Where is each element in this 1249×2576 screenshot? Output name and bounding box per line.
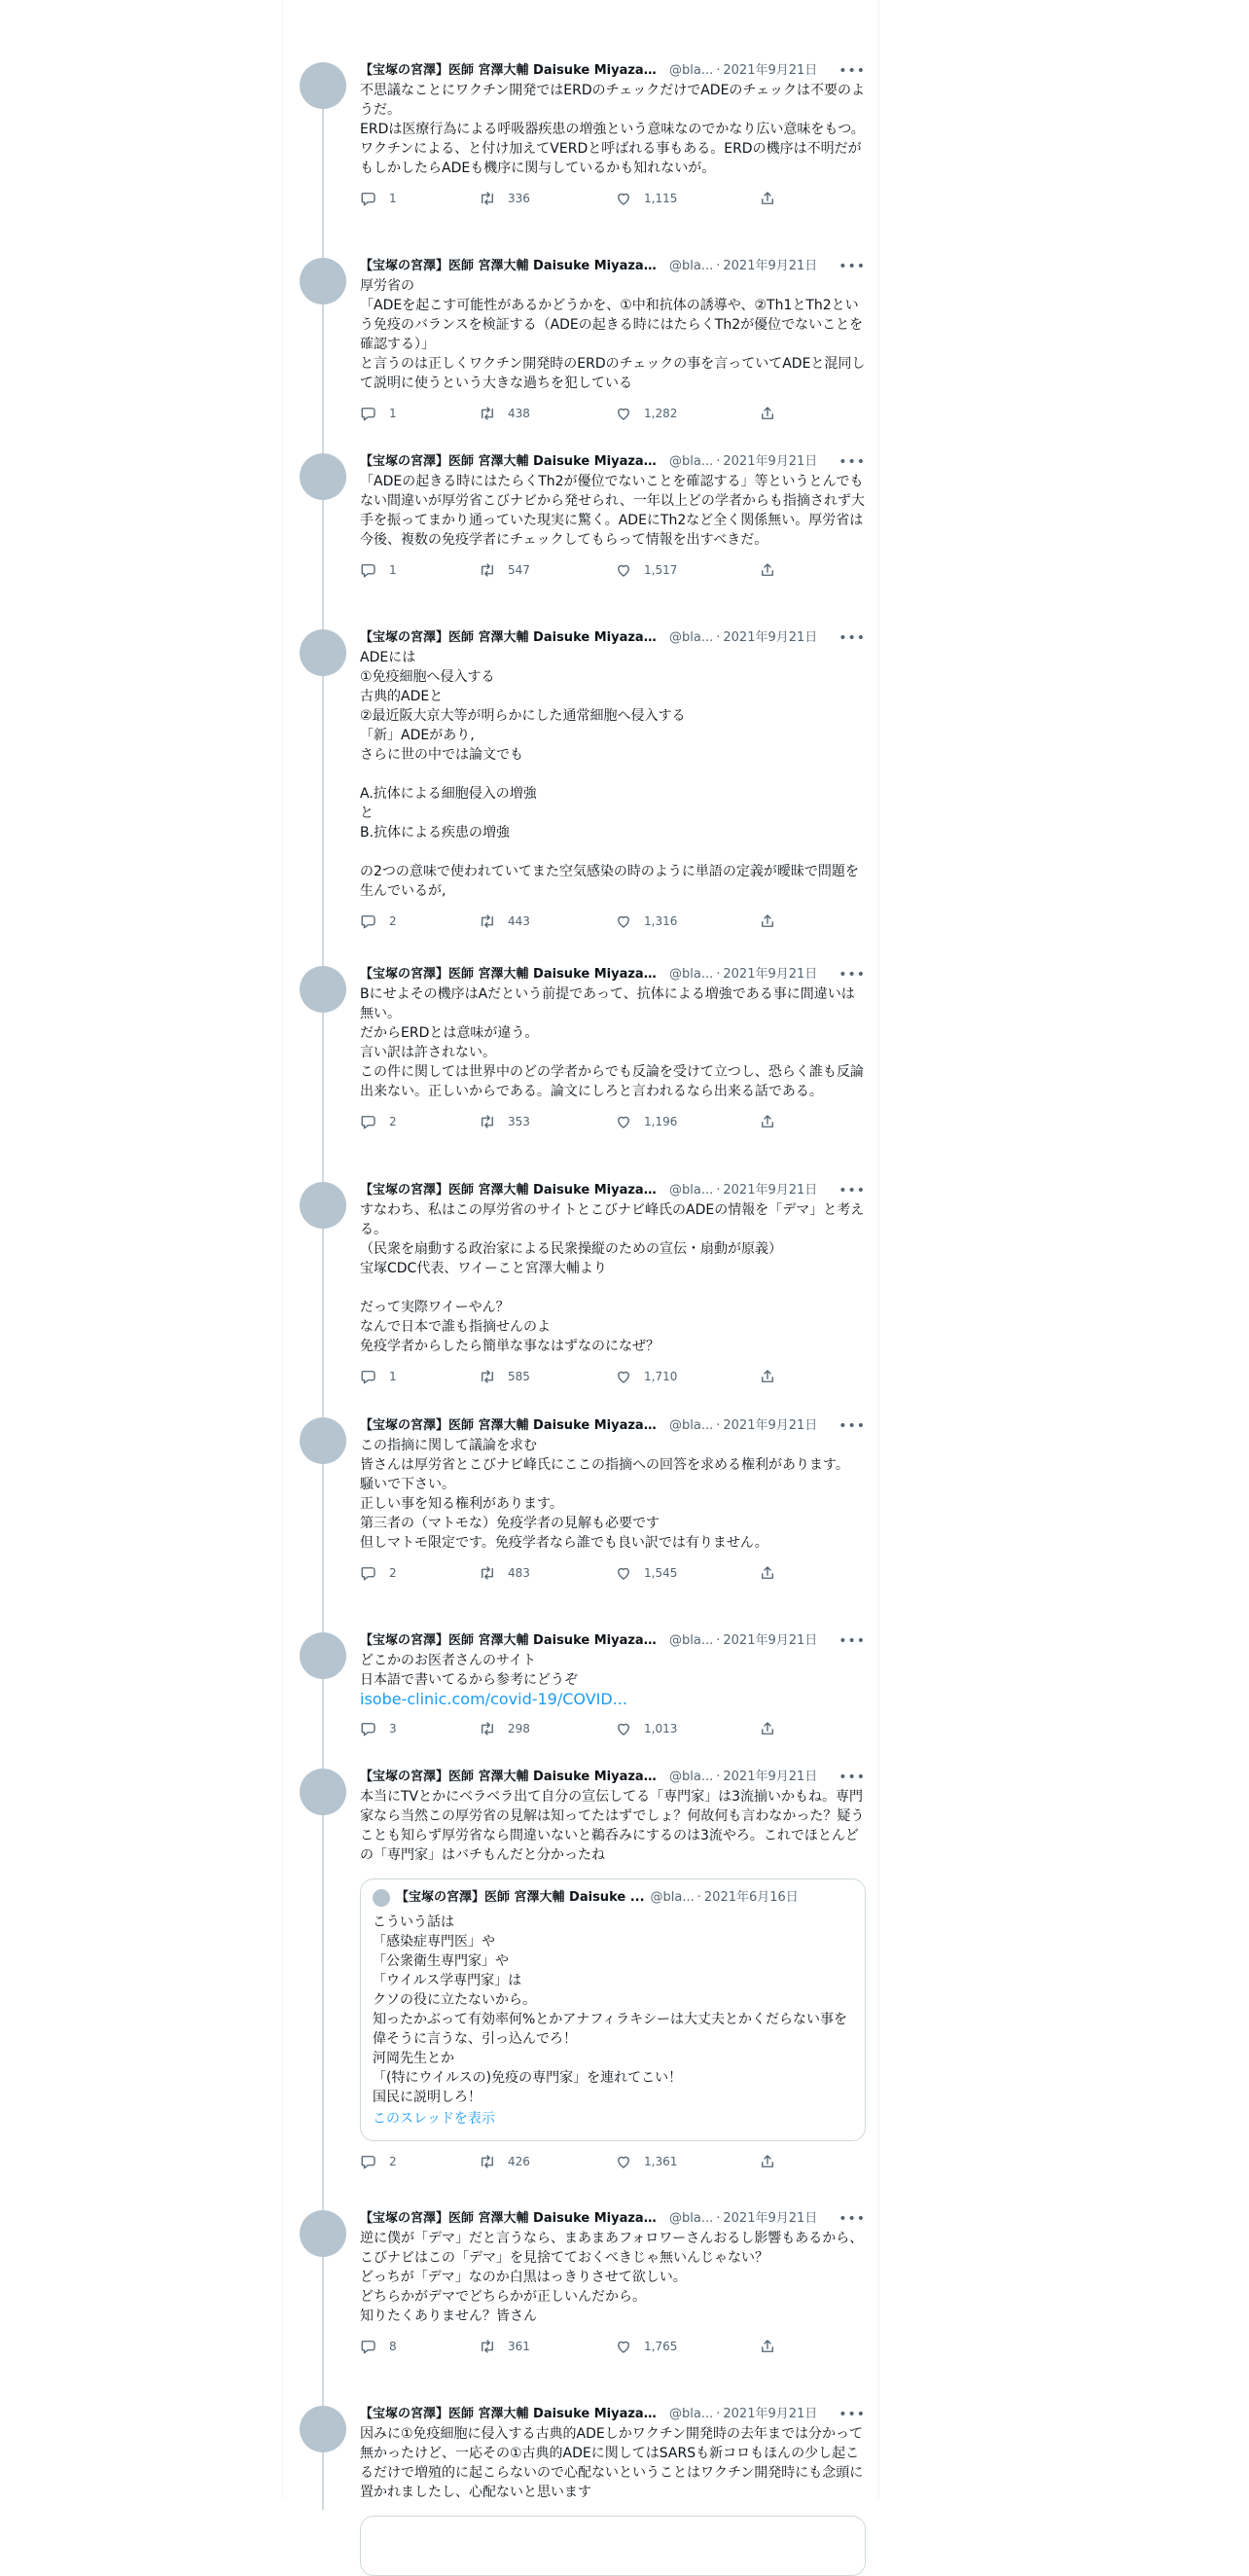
like-button[interactable] [615, 1366, 677, 1385]
separator-dot: · [716, 2407, 721, 2421]
author-handle[interactable]: @bla... [669, 1770, 714, 1784]
reply-count: 2 [389, 913, 397, 928]
retweet-count: 585 [508, 1369, 530, 1383]
separator-dot: · [716, 1770, 721, 1784]
like-count: 1,545 [644, 1565, 678, 1580]
author-name[interactable]: 【宝塚の宮澤】医師 宮澤大輔 Daisuke Miyazawa [360, 2407, 663, 2421]
tweet-header [360, 2406, 866, 2423]
reply-button[interactable] [360, 2151, 397, 2170]
reply-count: 3 [389, 1721, 397, 1735]
tweet-header [360, 62, 866, 80]
like-button[interactable] [615, 188, 677, 207]
quoted-author-name: 【宝塚の宮澤】医師 宮澤大輔 Daisuke ... [396, 1890, 645, 1905]
share-icon [759, 912, 776, 930]
tweet-actions [360, 2151, 866, 2170]
reply-button[interactable] [360, 1111, 397, 1130]
author-name[interactable]: 【宝塚の宮澤】医師 宮澤大輔 Daisuke Miyazawa [360, 1633, 663, 1648]
retweet-button[interactable] [479, 1562, 530, 1582]
like-count: 1,282 [644, 406, 678, 420]
reply-icon [360, 912, 377, 930]
separator-dot: · [716, 1418, 721, 1433]
like-icon [615, 912, 632, 930]
avatar[interactable] [300, 1632, 346, 1679]
like-icon [615, 2338, 632, 2355]
retweet-icon [479, 2338, 496, 2355]
tweet-date[interactable]: 2021年9月21日 [723, 2407, 818, 2421]
reply-count: 2 [389, 2154, 397, 2168]
tweet-header [360, 258, 866, 275]
author-name[interactable]: 【宝塚の宮澤】医師 宮澤大輔 Daisuke Miyazawa [360, 967, 663, 982]
like-icon [615, 1720, 632, 1737]
like-count: 1,316 [644, 913, 678, 928]
tweet-date[interactable]: 2021年9月21日 [723, 454, 818, 469]
tweet-actions [360, 1718, 866, 1737]
tweet-header [360, 2210, 866, 2228]
author-name[interactable]: 【宝塚の宮澤】医師 宮澤大輔 Daisuke Miyazawa [360, 1418, 663, 1433]
reply-button[interactable] [360, 188, 397, 207]
like-button[interactable] [615, 1111, 677, 1130]
like-icon [615, 1113, 632, 1130]
tweet-date[interactable]: 2021年9月21日 [723, 1183, 818, 1198]
separator-dot: · [716, 259, 721, 273]
like-icon [615, 405, 632, 422]
separator-dot: · [716, 1183, 721, 1198]
share-button[interactable] [759, 1562, 776, 1582]
tweet-text: どこかのお医者さんのサイト 日本語で書いてるから参考にどうぞ [360, 1653, 578, 1688]
avatar[interactable] [300, 1182, 346, 1229]
share-button[interactable] [759, 1718, 776, 1737]
avatar[interactable] [300, 966, 346, 1013]
author-name[interactable]: 【宝塚の宮澤】医師 宮澤大輔 Daisuke Miyazawa [360, 63, 663, 78]
author-handle[interactable]: @bla... [669, 2211, 714, 2226]
avatar[interactable] [300, 1769, 346, 1815]
tweet-text: 厚労省の 「ADEを起こす可能性があるかどうかを、①中和抗体の誘導や、②Th1とTh2という免疫のバランスを検証する（ADEの起きる時にはたらくTh2が優位でないことを確認する）」 と言うのは正しくワクチン開発時のERDのチェックの事を言っていてADEと混同して説明に使うという大きな過ちを犯している [360, 278, 866, 391]
more-options-icon[interactable]: ••• [839, 2211, 866, 2227]
avatar[interactable] [300, 1417, 346, 1464]
reply-button[interactable] [360, 2336, 397, 2355]
author-handle[interactable]: @bla... [669, 1183, 714, 1198]
retweet-count: 443 [508, 913, 530, 928]
tweet-date[interactable]: 2021年9月21日 [723, 1418, 818, 1433]
quoted-avatar [373, 1889, 390, 1907]
tweet-body [360, 1769, 866, 2170]
share-button[interactable] [759, 1111, 776, 1130]
retweet-count: 547 [508, 562, 530, 577]
reply-count: 2 [389, 1114, 397, 1128]
separator-dot: · [716, 2211, 721, 2226]
more-options-icon[interactable]: ••• [839, 1633, 866, 1649]
share-icon [759, 1720, 776, 1737]
tweet-body [360, 629, 866, 930]
separator-dot: · [696, 1890, 701, 1905]
show-thread-link[interactable]: このスレッドを表示 [373, 2111, 495, 2127]
share-icon [759, 2153, 776, 2170]
retweet-button[interactable] [479, 1718, 530, 1737]
share-button[interactable] [759, 911, 776, 930]
retweet-count: 298 [508, 1721, 530, 1735]
reply-count: 1 [389, 191, 397, 205]
like-icon [615, 561, 632, 579]
tweet-date[interactable]: 2021年9月21日 [723, 2211, 818, 2226]
tweet-actions [360, 911, 866, 930]
avatar[interactable] [300, 62, 346, 109]
tweet-body [360, 2406, 866, 2576]
tweet-date[interactable]: 2021年9月21日 [723, 259, 818, 273]
retweet-count: 426 [508, 2154, 530, 2168]
retweet-count: 483 [508, 1565, 530, 1580]
share-button[interactable] [759, 188, 776, 207]
reply-icon [360, 190, 377, 207]
retweet-button[interactable] [479, 1111, 530, 1130]
like-count: 1,013 [644, 1721, 678, 1735]
retweet-icon [479, 405, 496, 422]
reply-icon [360, 1564, 377, 1582]
avatar[interactable] [300, 2406, 346, 2452]
tweet-text: Bにせよその機序はAだという前提であって、抗体による増強である事に間違いは無い。 だからERDとは意味が違う。 言い訳は許されない。 この件に関しては世界中のどの学者からでも反論を受けて立つし、恐らく誰も反論出来ない。正しいからである。論文にしろと言われるなら出来る話である。 [360, 986, 864, 1099]
retweet-button[interactable] [479, 403, 530, 422]
share-icon [759, 405, 776, 422]
reply-button[interactable] [360, 1562, 397, 1582]
separator-dot: · [716, 63, 721, 78]
author-name[interactable]: 【宝塚の宮澤】医師 宮澤大輔 Daisuke Miyazawa [360, 630, 663, 645]
share-icon [759, 190, 776, 207]
like-count: 1,115 [644, 191, 678, 205]
share-button[interactable] [759, 2336, 776, 2355]
quoted-author-handle: @bla... [650, 1890, 695, 1905]
retweet-icon [479, 561, 496, 579]
reply-button[interactable] [360, 1718, 397, 1737]
tweet-actions [360, 188, 866, 207]
author-handle[interactable]: @bla... [669, 1633, 714, 1648]
reply-button[interactable] [360, 1366, 397, 1385]
like-button[interactable] [615, 911, 677, 930]
tweet-link[interactable]: isobe-clinic.com/covid-19/COVID... [360, 1690, 627, 1708]
tweet-date[interactable]: 2021年9月21日 [723, 1770, 818, 1784]
retweet-button[interactable] [479, 1366, 530, 1385]
share-button[interactable] [759, 1366, 776, 1385]
share-button[interactable] [759, 403, 776, 422]
share-icon [759, 1113, 776, 1130]
tweet-actions [360, 1562, 866, 1582]
retweet-button[interactable] [479, 188, 530, 207]
reply-icon [360, 1368, 377, 1385]
tweet-actions [360, 403, 866, 422]
like-icon [615, 2153, 632, 2170]
like-count: 1,361 [644, 2154, 678, 2168]
like-icon [615, 1564, 632, 1582]
avatar[interactable] [300, 258, 346, 304]
like-icon [615, 1368, 632, 1385]
author-handle[interactable]: @bla... [669, 1418, 714, 1433]
author-handle[interactable]: @bla... [669, 967, 714, 982]
reply-icon [360, 1113, 377, 1130]
retweet-count: 438 [508, 406, 530, 420]
separator-dot: · [716, 967, 721, 982]
author-handle[interactable]: @bla... [669, 2407, 714, 2421]
author-name[interactable]: 【宝塚の宮澤】医師 宮澤大輔 Daisuke Miyazawa [360, 1183, 663, 1198]
tweet-text: 「ADEの起きる時にはたらくTh2が優位でないことを確認する」等というとんでもない間違いが厚労省こびナビから発せられ、一年以上どの学者からも指摘されず大手を振ってまかり通っていた現実に驚く。ADEにTh2など全く関係無い。厚労省は今後、複数の免疫学者にチェックしてもらって情報を出すべきだ。 [360, 474, 865, 548]
tweet-actions [360, 1366, 866, 1385]
reply-icon [360, 405, 377, 422]
share-button[interactable] [759, 559, 776, 579]
author-name[interactable]: 【宝塚の宮澤】医師 宮澤大輔 Daisuke Miyazawa [360, 259, 663, 273]
tweet-text: すなわち、私はこの厚労省のサイトとこびナビ峰氏のADEの情報を「デマ」と考える。 （民衆を扇動する政治家による民衆操縦のための宣伝・扇動が原義） 宝塚CDC代表、ワイーこと宮澤大輔より だって実際ワイーやん？ なんで日本で誰も指摘せんのよ 免疫学者からしたら簡単な事なはずなのになぜ？ [360, 1202, 865, 1354]
quoted-tweet-text: こういう話は 「感染症専門医」や 「公衆衛生専門家」や 「ウイルス学専門家」は クソの役に立たないから。 知ったかぶって有効率何%とかアナフィラキシーは大丈夫とかくだらない事を偉そうに言うな、引っ込んでろ！ 河岡先生とか 「(特にウイルスの)免疫の専門家」を連れてこい！ 国民に説明しろ！ [373, 1914, 848, 2105]
tweet-date[interactable]: 2021年9月21日 [723, 967, 818, 982]
like-button[interactable] [615, 1718, 677, 1737]
more-options-icon[interactable]: ••• [839, 454, 866, 470]
avatar[interactable] [300, 453, 346, 500]
tweet-text: 逆に僕が「デマ」だと言うなら、まあまあフォロワーさんおるし影響もあるから、こびナビはこの「デマ」を見捨てておくべきじゃ無いんじゃない？ どっちが「デマ」なのか白黒はっきりさせて欲しい。 どちらかがデマでどちらかが正しいんだから。 知りたくありません？皆さん [360, 2231, 864, 2324]
share-icon [759, 2338, 776, 2355]
tweet-header [360, 453, 866, 471]
tweet-header [360, 1182, 866, 1199]
retweet-icon [479, 1368, 496, 1385]
tweet-body [360, 1182, 866, 1385]
reply-icon [360, 2338, 377, 2355]
author-handle[interactable]: @bla... [669, 63, 714, 78]
reply-button[interactable] [360, 559, 397, 579]
avatar[interactable] [300, 629, 346, 676]
like-button[interactable] [615, 2336, 677, 2355]
tweet-text: この指摘に関して議論を求む 皆さんは厚労省とこびナビ峰氏にここの指摘への回答を求める権利があります。 騒いで下さい。 正しい事を知る権利があります。 第三者の（マトモな）免疫学者の見解も必要です 但しマトモ限定です。免疫学者なら誰でも良い訳では有りません。 [360, 1438, 849, 1551]
reply-icon [360, 2153, 377, 2170]
retweet-icon [479, 1113, 496, 1130]
tweet-body [360, 2210, 866, 2355]
more-options-icon[interactable]: ••• [839, 1770, 866, 1785]
retweet-icon [479, 190, 496, 207]
quoted-tweet-header [373, 1889, 853, 1907]
tweet-date[interactable]: 2021年9月21日 [723, 630, 818, 645]
tweet-body [360, 453, 866, 579]
reply-count: 1 [389, 406, 397, 420]
tweet-header [360, 1632, 866, 1650]
like-count: 1,765 [644, 2339, 678, 2353]
separator-dot: · [716, 630, 721, 645]
tweet-body [360, 258, 866, 422]
reply-button[interactable] [360, 911, 397, 930]
reply-count: 8 [389, 2339, 397, 2353]
reply-icon [360, 561, 377, 579]
retweet-icon [479, 912, 496, 930]
reply-count: 1 [389, 1369, 397, 1383]
retweet-button[interactable] [479, 559, 530, 579]
like-count: 1,710 [644, 1369, 678, 1383]
tweet-actions [360, 1111, 866, 1130]
retweet-button[interactable] [479, 911, 530, 930]
tweet-actions [360, 2336, 866, 2355]
tweet-text: 本当にTVとかにベラベラ出て自分の宣伝してる「専門家」は3流揃いかもね。専門家なら当然この厚労省の見解は知ってたはずでしょ？何故何も言わなかった？疑うことも知らず厚労省なら間違いないと鵜呑みにするのは3流やろ。これでほとんどの「専門家」はバチもんだと分かったね [360, 1789, 865, 1863]
tweet-body [360, 62, 866, 207]
more-options-icon[interactable]: ••• [839, 63, 866, 79]
timeline-column [282, 0, 879, 2498]
more-options-icon[interactable]: ••• [839, 1418, 866, 1434]
author-handle[interactable]: @bla... [669, 454, 714, 469]
like-button[interactable] [615, 403, 677, 422]
separator-dot: · [716, 1633, 721, 1648]
like-button[interactable] [615, 2151, 677, 2170]
retweet-button[interactable] [479, 2336, 530, 2355]
more-options-icon[interactable]: ••• [839, 1183, 866, 1199]
tweet-actions [360, 559, 866, 579]
separator-dot: · [716, 454, 721, 469]
tweet-body [360, 966, 866, 1130]
retweet-button[interactable] [479, 2151, 530, 2170]
reply-icon [360, 1720, 377, 1737]
tweet-header [360, 629, 866, 647]
like-button[interactable] [615, 559, 677, 579]
tweet-text: 因みに①免疫細胞に侵入する古典的ADEしかワクチン開発時の去年までは分かって無かったけど、一応その①古典的ADEに関してはSARSも新コロもほんの少し起こるだけで増殖的に起こらないので心配ないということはワクチン開発時にも念頭に置かれましたし、心配ないと思います [360, 2426, 864, 2500]
author-name[interactable]: 【宝塚の宮澤】医師 宮澤大輔 Daisuke Miyazawa [360, 454, 663, 469]
author-name[interactable]: 【宝塚の宮澤】医師 宮澤大輔 Daisuke Miyazawa [360, 2211, 663, 2226]
tweet-body [360, 1417, 866, 1582]
reply-count: 2 [389, 1565, 397, 1580]
retweet-count: 353 [508, 1114, 530, 1128]
retweet-count: 336 [508, 191, 530, 205]
tweet-header [360, 1769, 866, 1786]
reply-button[interactable] [360, 403, 397, 422]
quoted-tweet-date: 2021年6月16日 [703, 1890, 799, 1905]
more-options-icon[interactable]: ••• [839, 630, 866, 646]
author-handle[interactable]: @bla... [669, 259, 714, 273]
retweet-icon [479, 1720, 496, 1737]
tweet-header [360, 966, 866, 984]
like-icon [615, 190, 632, 207]
share-icon [759, 561, 776, 579]
share-button[interactable] [759, 2151, 776, 2170]
like-count: 1,196 [644, 1114, 678, 1128]
author-name[interactable]: 【宝塚の宮澤】医師 宮澤大輔 Daisuke Miyazawa [360, 1770, 663, 1784]
tweet-text: 不思議なことにワクチン開発ではERDのチェックだけでADEのチェックは不要のようだ。 ERDは医療行為による呼吸器疾患の増強という意味なのでかなり広い意味をもつ。ワクチンによる、と付け加えてVERDと呼ばれる事もある。ERDの機序は不明だがもしかしたらADEも機序に関与しているかも知れないが。 [360, 83, 866, 176]
more-options-icon[interactable]: ••• [839, 259, 866, 274]
tweet-text: ADEには ①免疫細胞へ侵入する 古典的ADEと ②最近阪大京大等が明らかにした通常細胞へ侵入する 「新」ADEがあり, さらに世の中では論文でも A.抗体による細胞侵入の増強 と B.抗体による疾患の増強 の2つの意味で使われていてまた空気感染の時のように単語の定義が曖昧で問題を生んでいるが, [360, 650, 859, 899]
retweet-icon [479, 1564, 496, 1582]
tweet-header [360, 1417, 866, 1435]
like-count: 1,517 [644, 562, 678, 577]
tweet-body [360, 1632, 866, 1737]
more-options-icon[interactable]: ••• [839, 2407, 866, 2422]
share-icon [759, 1368, 776, 1385]
share-icon [759, 1564, 776, 1582]
quoted-tweet[interactable] [360, 1878, 866, 2141]
author-handle[interactable]: @bla... [669, 630, 714, 645]
reply-count: 1 [389, 562, 397, 577]
quoted-tweet-card[interactable] [360, 2516, 866, 2576]
avatar[interactable] [300, 2210, 346, 2257]
like-button[interactable] [615, 1562, 677, 1582]
retweet-count: 361 [508, 2339, 530, 2353]
tweet-date[interactable]: 2021年9月21日 [723, 1633, 818, 1648]
more-options-icon[interactable]: ••• [839, 967, 866, 983]
retweet-icon [479, 2153, 496, 2170]
tweet-date[interactable]: 2021年9月21日 [723, 63, 818, 78]
